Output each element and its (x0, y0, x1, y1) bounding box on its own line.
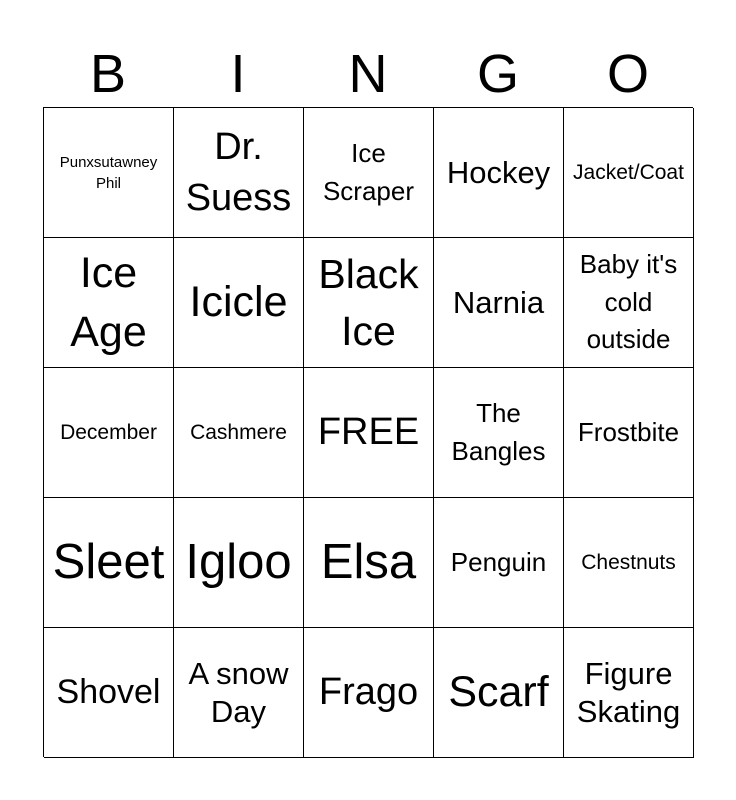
bingo-cell[interactable] (44, 108, 174, 238)
bingo-cell[interactable] (304, 108, 434, 238)
cell-text: A snow Day (188, 656, 289, 729)
cell-text: Scarf (448, 668, 549, 717)
bingo-cell[interactable] (44, 628, 174, 758)
cell-text: Cashmere (190, 420, 287, 444)
cell-text: Frago (318, 671, 419, 714)
bingo-cell[interactable] (174, 238, 304, 368)
cell-text: Shovel (56, 673, 161, 712)
free-space-text: FREE (317, 411, 420, 454)
bingo-cell[interactable] (434, 238, 564, 368)
cell-text: Ice Age (70, 248, 147, 356)
bingo-cell[interactable] (174, 368, 304, 498)
bingo-cell[interactable] (174, 108, 304, 238)
cell-text: Jacket/Coat (573, 160, 684, 184)
header-letter-n: N (348, 44, 388, 104)
bingo-cell[interactable] (174, 498, 304, 628)
bingo-cell[interactable] (44, 238, 174, 368)
header-letter-i: I (230, 44, 246, 104)
cell-text: Igloo (185, 535, 292, 590)
bingo-cell[interactable] (44, 368, 174, 498)
bingo-cell[interactable] (174, 628, 304, 758)
bingo-cell[interactable] (434, 108, 564, 238)
bingo-board (43, 107, 693, 757)
bingo-cell[interactable] (564, 368, 694, 498)
bingo-cell[interactable] (564, 628, 694, 758)
cell-text: December (60, 420, 157, 444)
cell-text: Chestnuts (581, 550, 676, 574)
cell-text: Punxsutawney Phil (59, 153, 158, 192)
bingo-cell[interactable] (304, 238, 434, 368)
bingo-header (43, 40, 693, 108)
bingo-cell[interactable] (434, 628, 564, 758)
header-letter-g: G (476, 44, 519, 104)
header-letter-b: B (89, 44, 127, 104)
cell-text: Dr. Suess (185, 126, 292, 219)
cell-text: Icicle (189, 278, 288, 327)
cell-text: Elsa (320, 535, 417, 590)
bingo-cell[interactable] (434, 368, 564, 498)
cell-text: Ice Scraper (322, 137, 415, 206)
cell-text: The Bangles (451, 397, 546, 466)
bingo-cell[interactable] (304, 628, 434, 758)
bingo-cell[interactable] (304, 368, 434, 498)
cell-text: Black Ice (318, 251, 419, 354)
cell-text: Sleet (52, 535, 165, 590)
cell-text: Figure Skating (576, 656, 681, 729)
cell-text: Baby it's cold outside (579, 248, 678, 355)
bingo-cell[interactable] (564, 238, 694, 368)
cell-text: Frostbite (577, 416, 680, 447)
cell-text: Penguin (450, 546, 547, 577)
bingo-cell[interactable] (564, 108, 694, 238)
bingo-cell[interactable] (434, 498, 564, 628)
cell-text: Hockey (446, 154, 551, 190)
bingo-cell[interactable] (564, 498, 694, 628)
header-letter-o: O (606, 44, 649, 104)
cell-text: Narnia (452, 284, 545, 320)
bingo-cell[interactable] (304, 498, 434, 628)
bingo-cell[interactable] (44, 498, 174, 628)
